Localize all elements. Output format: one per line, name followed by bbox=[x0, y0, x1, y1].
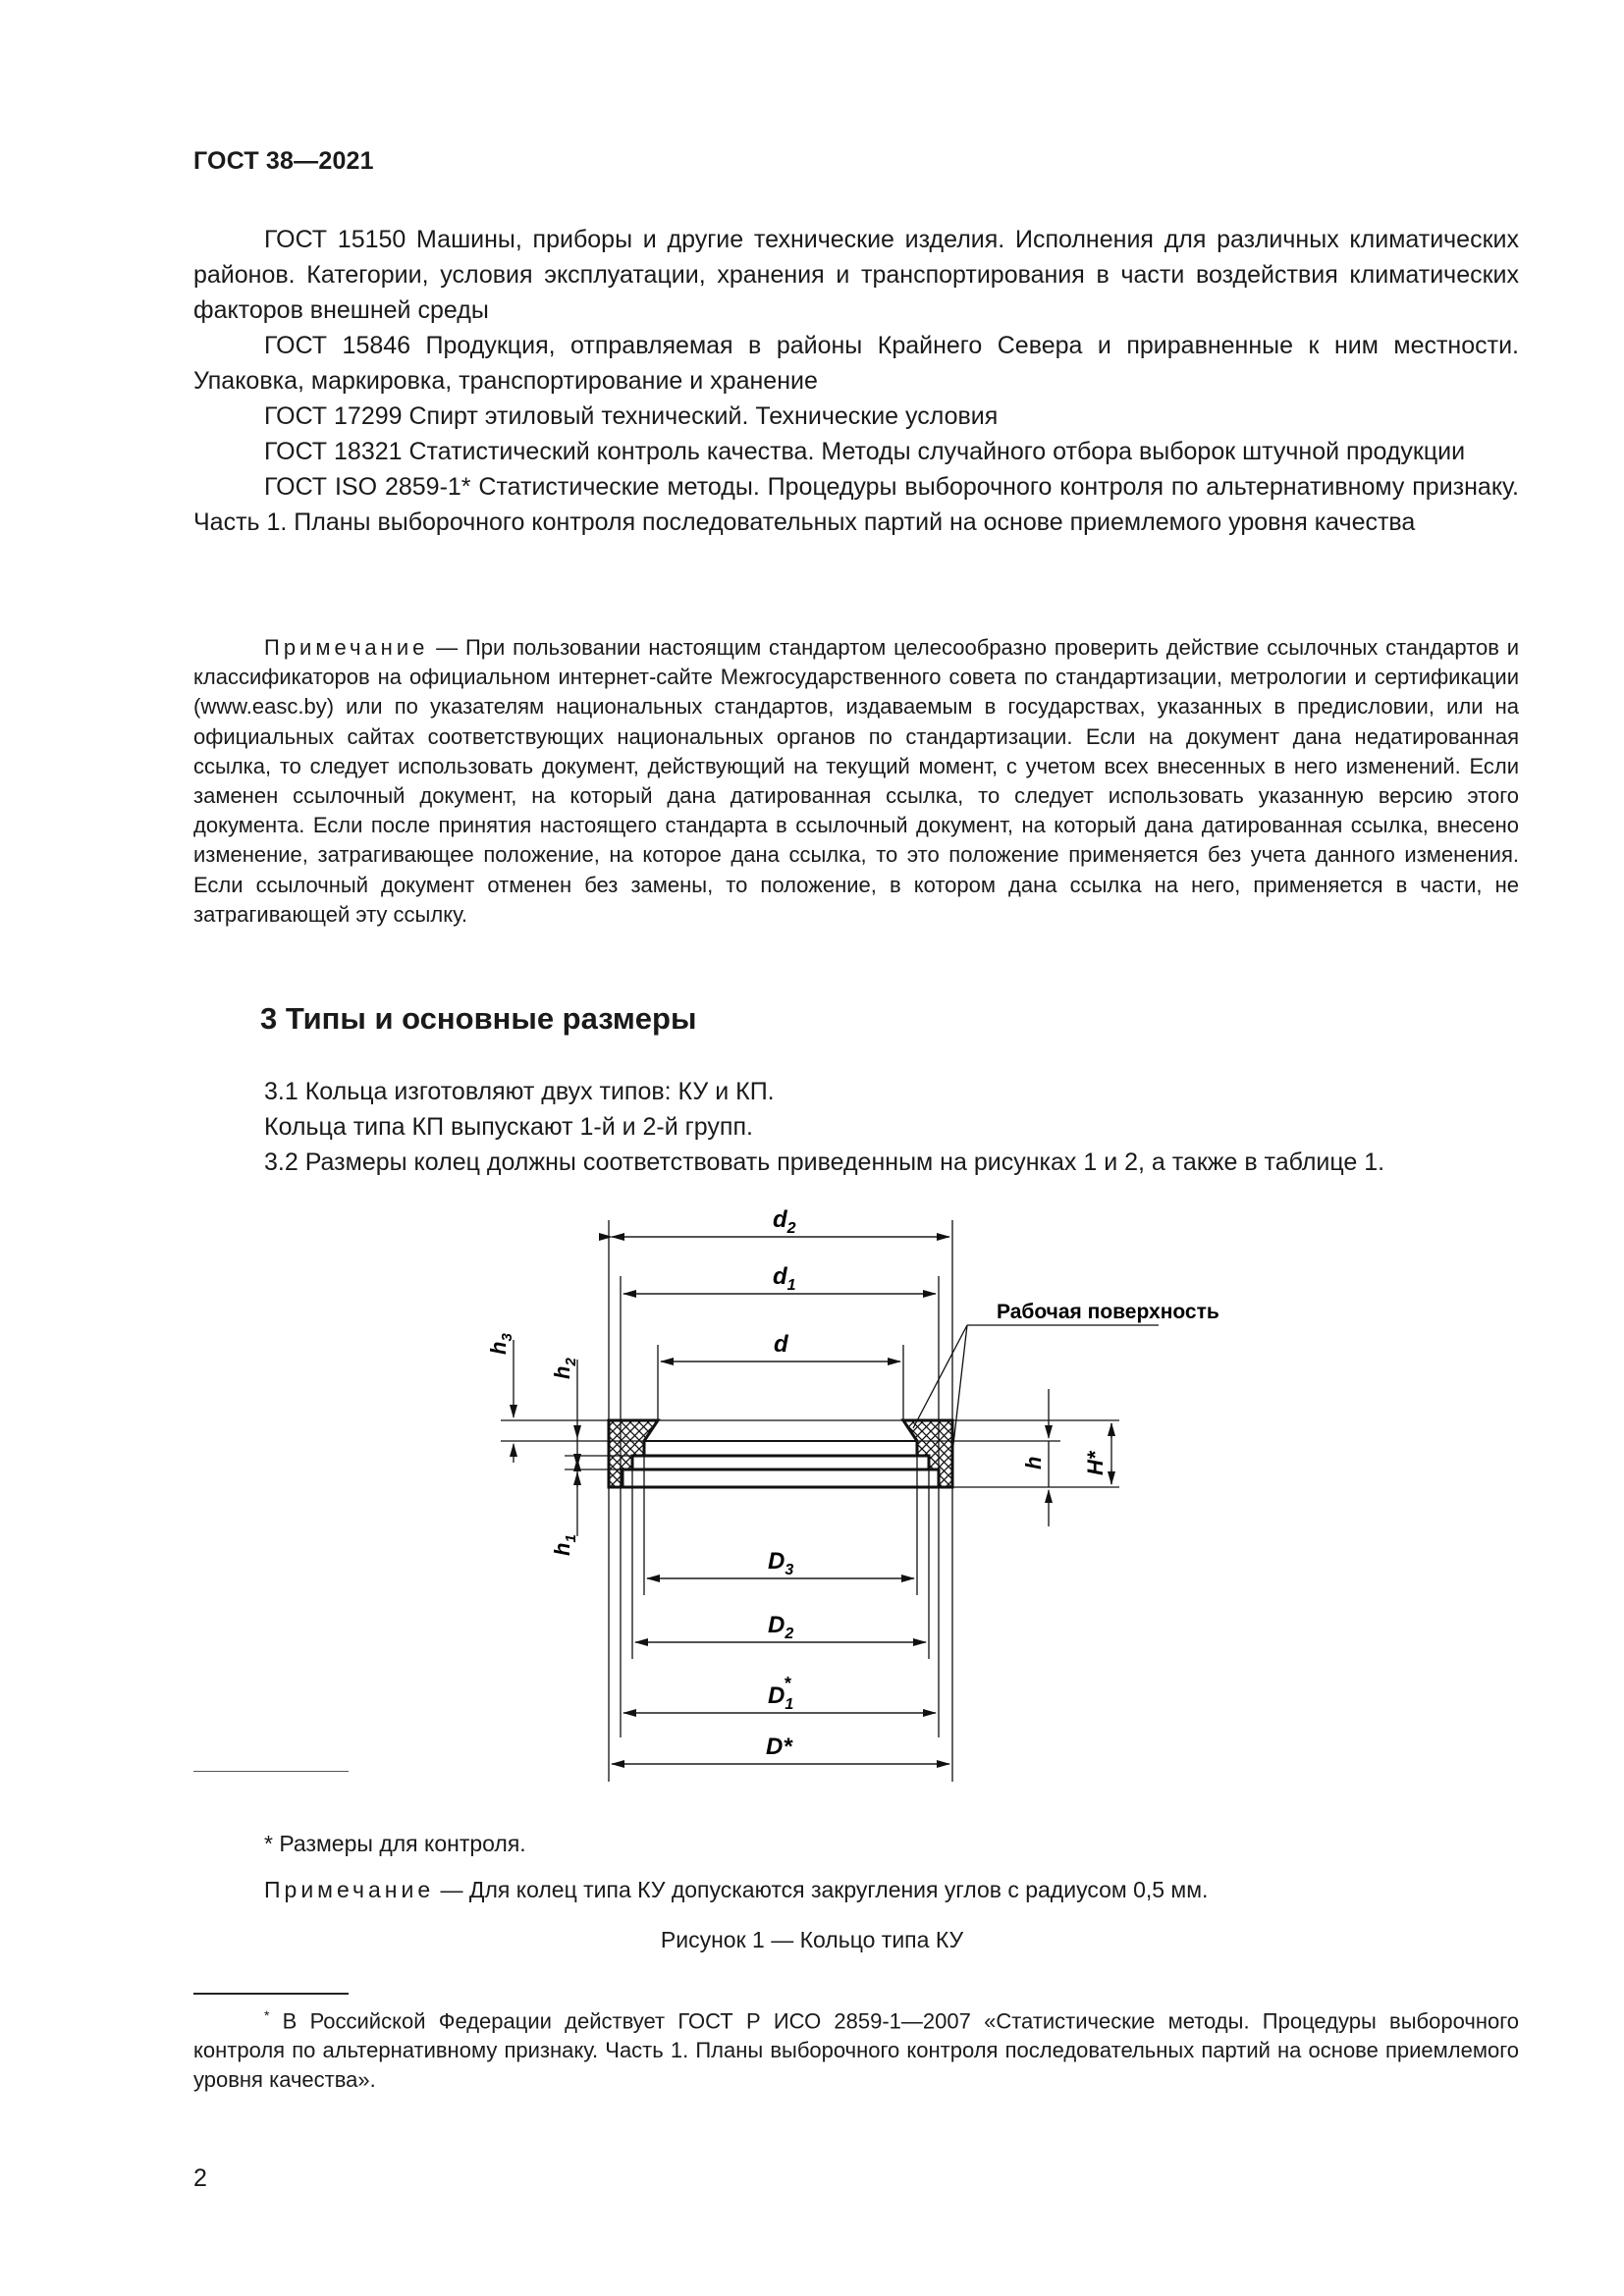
figure-star-note: * Размеры для контроля. bbox=[264, 1831, 526, 1856]
label-H: H* bbox=[1083, 1451, 1108, 1475]
references-list bbox=[193, 222, 1519, 540]
clause-3-1-groups: Кольца типа КП выпускают 1-й и 2-й групп. bbox=[264, 1113, 753, 1141]
label-D3: $D_3$ bbox=[768, 1548, 794, 1578]
references-note bbox=[193, 633, 1519, 930]
note-text: — При пользовании настоящим стандартом целесообразно проверить действие ссылочных стандартов и классификаторов на официальном интернет-сайте Межгосударственного совета по стандартизации, метрологии и сертификации (www.easc.by) или по указателям национальных стандартов, издаваемым в государствах, указанных в предисловии, или на официальных сайтах соответствующих национальных органов по стандартизации. Если на документ дана недатированная ссылка, то следует использовать документ, действующий на текущий момент, с учетом всех внесенных в него изменений. Если заменен ссылочный документ, на который дана датированная ссылка, то следует использовать указанную версию этого документа. Если после принятия настоящего стандарта в ссылочный документ, на который дана датированная ссылка, внесено изменение, затрагивающее положение, на которое дана ссылка, то это положение применяется без учета данного изменения. Если ссылочный документ отменен без замены, то положение, в котором дана ссылка на него, применяется в части, не затрагивающей эту ссылку. bbox=[193, 635, 1519, 927]
reference-item: ГОСТ 17299 Спирт этиловый технический. Технические условия bbox=[264, 402, 999, 430]
footnote-text: В Российской Федерации действует ГОСТ Р ИСО 2859-1—2007 «Статистические методы. Процедуры выборочного контроля по альтернативному признаку. Часть 1. Планы выборочного контроля последовательных партий на основе приемлемого уровня качества». bbox=[193, 2008, 1519, 2093]
reference-item: ГОСТ 15150 Машины, приборы и другие технические изделия. Исполнения для различных климатических районов. Категории, условия эксплуатации, хранения и транспортирования в части воздействия климатических факторов внешней среды bbox=[193, 226, 1519, 324]
ring-ku-drawing bbox=[471, 1193, 1257, 1791]
label-h1: $h_1$ bbox=[550, 1534, 579, 1556]
label-work-surface: Рабочая поверхность bbox=[997, 1301, 1219, 1323]
reference-item: ГОСТ 18321 Статистический контроль качества. Методы случайного отбора выборок штучной продукции bbox=[264, 438, 1466, 465]
footnote-mark: * bbox=[264, 2007, 270, 2023]
clause-3-2: 3.2 Размеры колец должны соответствовать приведенным на рисунках 1 и 2, а также в таблице 1. bbox=[264, 1148, 1385, 1176]
figure-caption: Рисунок 1 — Кольцо типа КУ bbox=[660, 1927, 964, 1952]
figure-note-text: — Для колец типа КУ допускаются закругления углов с радиусом 0,5 мм. bbox=[434, 1877, 1209, 1902]
page-number: 2 bbox=[193, 2164, 207, 2192]
clause-3-1: 3.1 Кольца изготовляют двух типов: КУ и КП. bbox=[264, 1078, 775, 1105]
figure-separator bbox=[193, 1771, 349, 1772]
label-D2: $D_2$ bbox=[768, 1612, 794, 1642]
ring-right-section bbox=[903, 1420, 952, 1487]
section-title: 3 Типы и основные размеры bbox=[260, 1001, 697, 1036]
figure-note-label: Примечание bbox=[264, 1877, 435, 1902]
label-h: h bbox=[1021, 1456, 1046, 1469]
label-d1: $d_1$ bbox=[773, 1263, 796, 1294]
label-D1: $D_1*$ bbox=[768, 1674, 794, 1713]
ring-left-section bbox=[609, 1420, 658, 1487]
label-D: D* bbox=[766, 1734, 792, 1760]
note-label: Примечание bbox=[264, 635, 429, 660]
label-h3: $h_3$ bbox=[486, 1333, 515, 1355]
page-header: ГОСТ 38—2021 bbox=[193, 147, 374, 175]
footnote-rule bbox=[193, 1993, 349, 1995]
label-d2: $d_2$ bbox=[773, 1206, 796, 1237]
reference-item: ГОСТ ISO 2859-1* Статистические методы. Процедуры выборочного контроля по альтернативному признаку. Часть 1. Планы выборочного контроля последовательных партий на основе приемлемого уровня качества bbox=[193, 473, 1519, 536]
figure-note bbox=[264, 1877, 1208, 1903]
reference-item: ГОСТ 15846 Продукция, отправляемая в районы Крайнего Севера и приравненные к ним местности. Упаковка, маркировка, транспортирование и хранение bbox=[193, 332, 1519, 395]
page-footnote bbox=[193, 2001, 1519, 2095]
label-d: d bbox=[774, 1331, 788, 1358]
label-h2: $h_2$ bbox=[550, 1358, 579, 1379]
